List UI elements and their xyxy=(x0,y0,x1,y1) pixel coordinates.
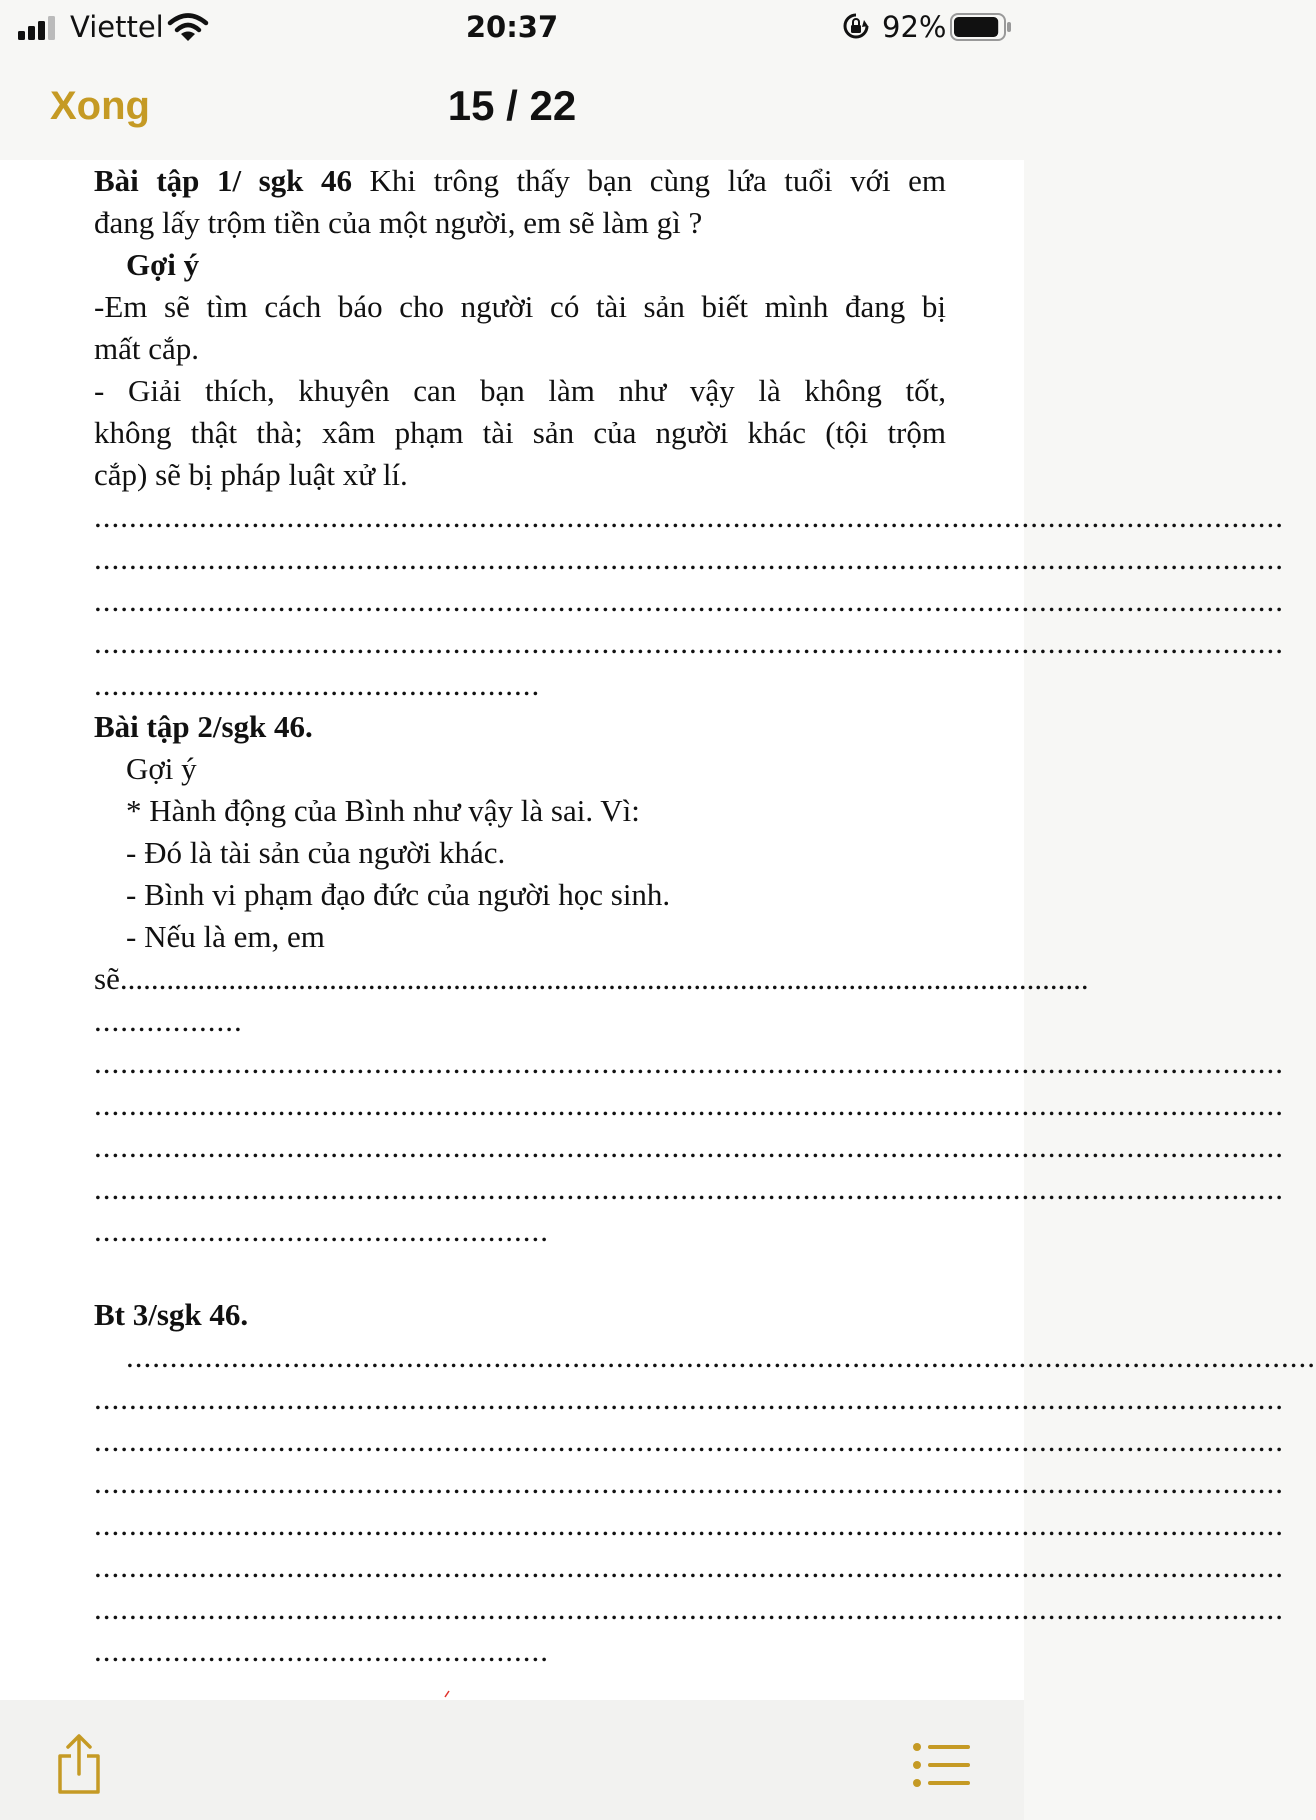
ex2-hint: Gợi ý xyxy=(126,751,197,786)
answer-dotted-line: ........................................................................................................................................ xyxy=(94,1381,1284,1416)
answer-dotted-line: ........................................................................................................................................ xyxy=(94,1171,1284,1206)
navigation-bar xyxy=(0,56,1024,160)
answer-dotted-line: ........................................................................................................................................ xyxy=(126,1339,1316,1374)
answer-dotted-line: ........................................................................................................................................ xyxy=(94,583,1284,618)
ex2-line-4: - Nếu là em, em xyxy=(126,919,325,954)
answer-dotted-line: ........................................................................................................................................ xyxy=(94,1591,1284,1626)
battery-percent: 92% xyxy=(882,10,947,44)
ex1-hint: Gợi ý xyxy=(126,247,200,282)
ex3-title: Bt 3/sgk 46. xyxy=(94,1297,249,1332)
answer-dotted-line: .................................................... xyxy=(94,1213,549,1248)
list-icon[interactable] xyxy=(912,1742,972,1788)
document-text xyxy=(94,160,1316,1672)
ex1-answer-2-line-3: cắp) sẽ bị pháp luật xử lí. xyxy=(94,457,408,492)
answer-dotted-line: ........................................................................................................................................ xyxy=(94,1129,1284,1164)
answer-dotted-line: ........................................................................................................................................ xyxy=(94,625,1284,660)
ex1-answer-1-line-2: mất cắp. xyxy=(94,331,200,366)
answer-dotted-line: ........................................................................................................................................ xyxy=(94,499,1284,534)
ex1-question-1: Khi trông thấy bạn cùng lứa tuổi với em xyxy=(369,163,946,198)
annotation-mark xyxy=(444,1690,450,1698)
ex1-title: Bài tập 1/ sgk 46 xyxy=(94,163,352,198)
ex1-answer-2-line-1: - Giải thích, khuyên can bạn làm như vậy là không tốt, xyxy=(94,373,946,408)
ex2-line-2: - Đó là tài sản của người khác. xyxy=(126,835,506,870)
answer-dotted-line: ........................................................................................................................................ xyxy=(94,1087,1284,1122)
answer-dotted-line: ........................................................................................................................................ xyxy=(94,1507,1284,1542)
ex2-line-5-prefix: sẽ xyxy=(94,961,120,996)
orientation-lock-icon xyxy=(842,12,870,42)
answer-dotted-line: ........................................................................................................................................ xyxy=(94,1549,1284,1584)
answer-dotted-line: .................................................... xyxy=(94,1633,549,1668)
answer-dotted-line: ................................................... xyxy=(94,667,541,702)
answer-dotted-line: ........................................................................................................................................ xyxy=(94,1045,1284,1080)
spacer xyxy=(94,1252,946,1294)
clock: 20:37 xyxy=(465,10,559,44)
bottom-toolbar xyxy=(0,1700,1024,1820)
document-page[interactable] xyxy=(0,160,1316,1700)
ex1-answer-1-line-1: -Em sẽ tìm cách báo cho người có tài sản biết mình đang bị xyxy=(94,289,946,324)
battery-icon xyxy=(950,12,1012,42)
ex1-question-line-1 xyxy=(94,160,946,202)
answer-dotted-line: ................. xyxy=(94,1003,243,1038)
page-indicator: 15 / 22 xyxy=(447,82,577,129)
ex2-line-1: * Hành động của Bình như vậy là sai. Vì: xyxy=(126,793,640,828)
done-button[interactable]: Xong xyxy=(50,84,150,128)
answer-dotted-line: ........................................................................................................................................ xyxy=(94,1465,1284,1500)
ex1-question-line-2: đang lấy trộm tiền của một người, em sẽ làm gì ? xyxy=(94,205,703,240)
ex2-line-3: - Bình vi phạm đạo đức của người học sinh. xyxy=(126,877,671,912)
carrier-label: Viettel xyxy=(70,10,164,44)
ex2-title: Bài tập 2/sgk 46. xyxy=(94,709,313,744)
share-icon[interactable] xyxy=(54,1734,104,1796)
ex2-line-5 xyxy=(94,958,1089,1000)
answer-dotted-line: ........................................................................................................................................ xyxy=(94,1423,1284,1458)
answer-dotted-line: ........................................................................................................................................ xyxy=(94,541,1284,576)
ex1-answer-2-line-2: không thật thà; xâm phạm tài sản của người khác (tội trộm xyxy=(94,415,946,450)
status-bar xyxy=(0,0,1024,56)
answer-dotted-line: ............................................................................................................................. xyxy=(119,961,1089,996)
